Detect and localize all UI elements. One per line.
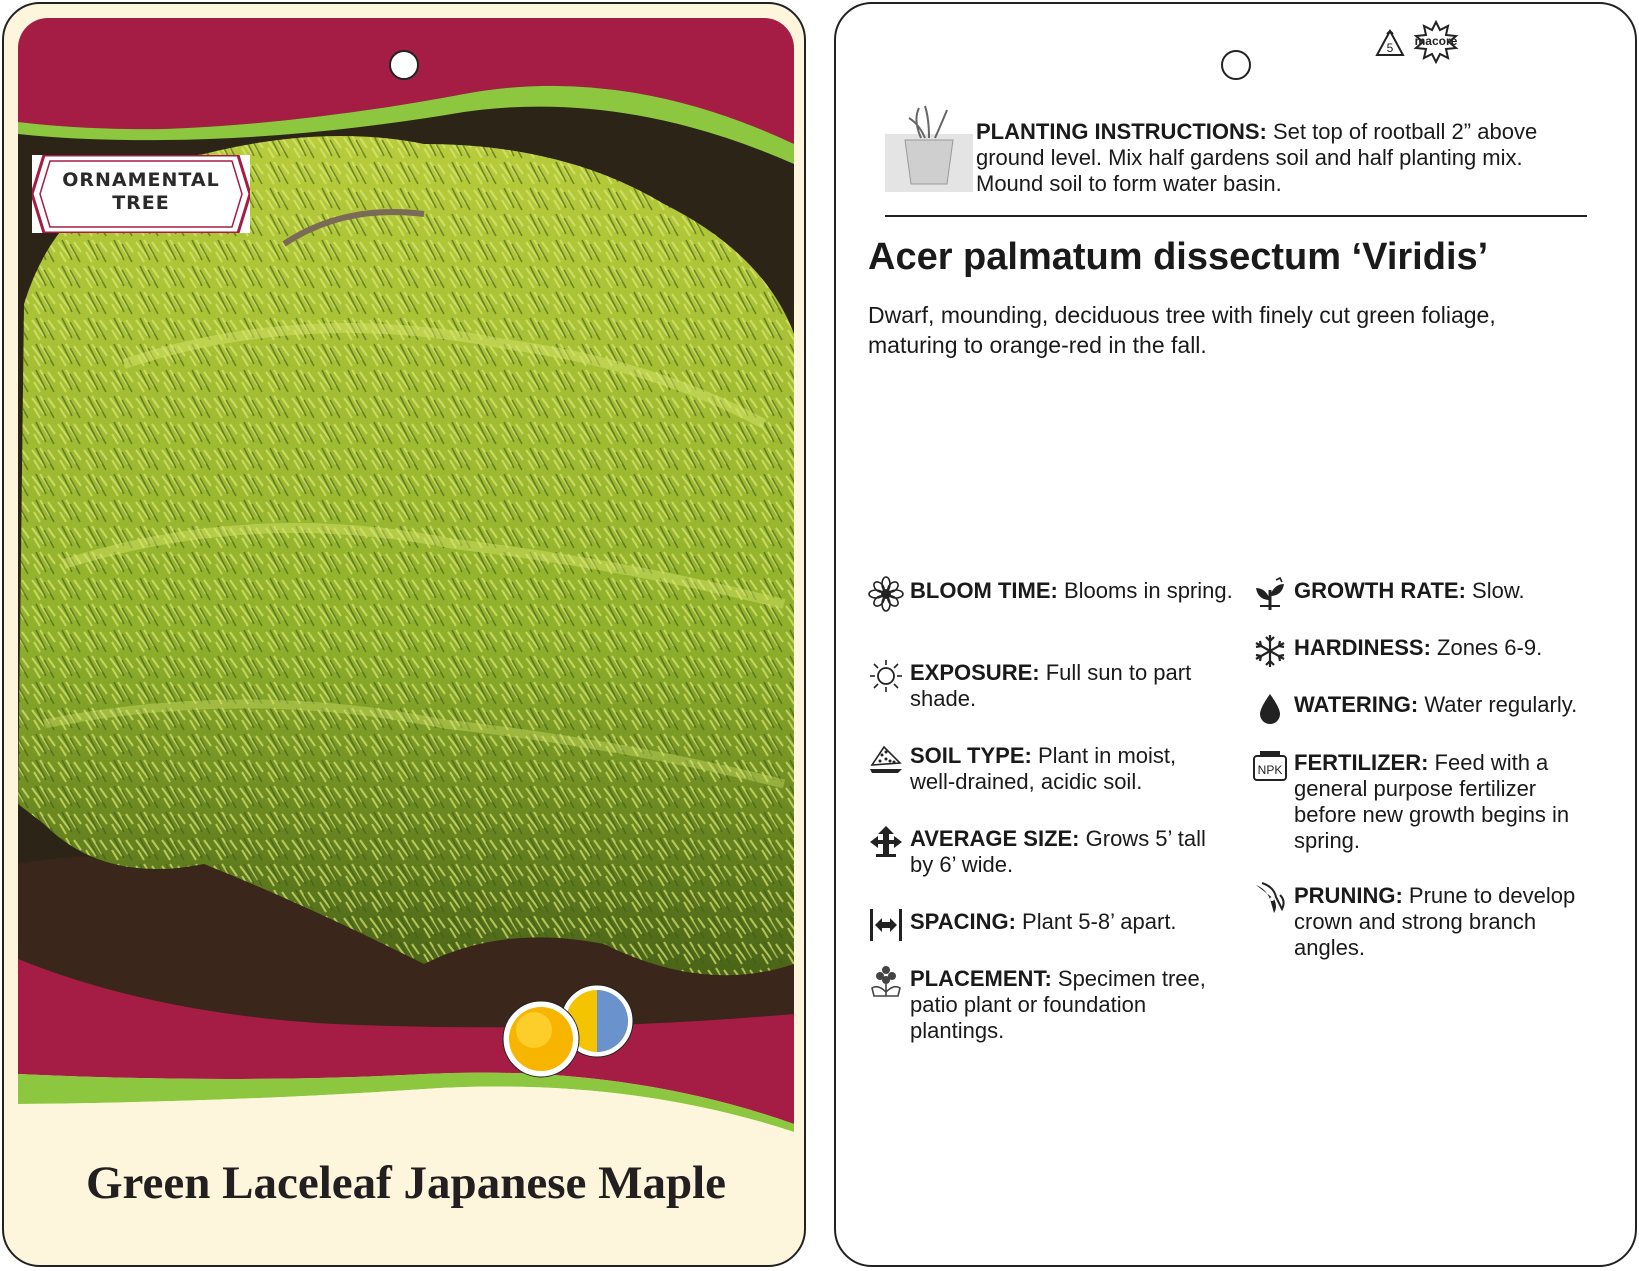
attr-exposure (910, 660, 1220, 712)
planting-instructions (976, 119, 1596, 197)
flower-icon (868, 576, 904, 612)
badge-line-2: TREE (112, 192, 170, 214)
attr-title: SPACING: (910, 909, 1016, 934)
attr-title: SOIL TYPE: (910, 743, 1032, 768)
attr-hardiness (1294, 635, 1614, 661)
front-hang-hole (389, 50, 419, 80)
attr-text: Prune to develop crown and strong branch angles. (1294, 883, 1576, 960)
attr-text: Feed with a general purpose fertilizer before new growth begins in spring. (1294, 750, 1570, 853)
instructions-text: Set top of rootball 2” above ground level. Mix half gardens soil and half planting mix. Mound soil to form water basin. (976, 119, 1538, 196)
attr-title: AVERAGE SIZE: (910, 826, 1080, 851)
badge-line-1: ORNAMENTAL (62, 169, 220, 191)
attr-growth-rate (1294, 578, 1614, 604)
category-badge (32, 155, 250, 233)
attr-text: Plant in moist, well-drained, acidic soil. (910, 743, 1177, 794)
planting-pot-icon (885, 104, 973, 194)
common-name: Green Laceleaf Japanese Maple (85, 1157, 727, 1209)
attr-title: EXPOSURE: (910, 660, 1040, 685)
svg-text:NPK: NPK (1257, 763, 1283, 777)
water-drop-icon (1252, 690, 1288, 726)
attr-text: Grows 5’ tall by 6’ wide. (910, 826, 1206, 877)
recycle-icon (1374, 28, 1406, 60)
placement-icon (868, 964, 904, 1000)
attr-text: Plant 5-8’ apart. (1015, 909, 1177, 934)
recycle-number: 5 (1386, 41, 1394, 55)
attr-text: Full sun to part shade. (910, 660, 1192, 711)
full-sun-icon (503, 1001, 579, 1077)
attr-average-size (910, 826, 1220, 878)
front-tag (2, 2, 806, 1267)
attr-text: Water regularly. (1418, 692, 1578, 717)
npk-icon (1252, 748, 1288, 784)
attr-fertilizer (1257, 750, 1604, 854)
instructions-label: PLANTING INSTRUCTIONS: (976, 119, 1267, 144)
attr-bloom-time (910, 578, 1240, 604)
back-hang-hole (1221, 50, 1251, 80)
sun-icon (868, 658, 904, 694)
growth-icon (1252, 576, 1288, 612)
attr-watering (1294, 692, 1624, 718)
divider (885, 215, 1587, 217)
soil-icon (868, 741, 904, 777)
pruners-icon (1252, 881, 1288, 917)
attr-title: GROWTH RATE: (1294, 578, 1466, 603)
botanical-name: Acer palmatum dissectum ‘Viridis’ (868, 236, 1489, 278)
attr-text: Slow. (1465, 578, 1525, 603)
attr-text: Blooms in spring. (1057, 578, 1233, 603)
plant-description: Dwarf, mounding, deciduous tree with finely cut green foliage, maturing to orange-red in the fall. (868, 302, 1496, 358)
spacing-icon (868, 907, 904, 943)
attr-pruning (1294, 883, 1604, 961)
macore-brand: macore (1414, 34, 1458, 48)
attr-placement (910, 966, 1230, 1044)
size-icon (868, 824, 904, 860)
attr-text: Specimen tree, patio plant or foundation plantings. (910, 966, 1206, 1043)
attr-spacing (910, 909, 1240, 935)
attr-title: PLACEMENT: (910, 966, 1052, 991)
attr-title: WATERING: (1294, 692, 1419, 717)
snowflake-icon (1252, 633, 1288, 669)
attr-title: HARDINESS: (1294, 635, 1431, 660)
attr-title: PRUNING: (1294, 883, 1403, 908)
attr-soil-type (910, 743, 1220, 795)
attr-text: Zones 6-9. (1430, 635, 1543, 660)
attr-title: BLOOM TIME: (910, 578, 1058, 603)
attr-title: FERTILIZER: (1294, 750, 1429, 775)
